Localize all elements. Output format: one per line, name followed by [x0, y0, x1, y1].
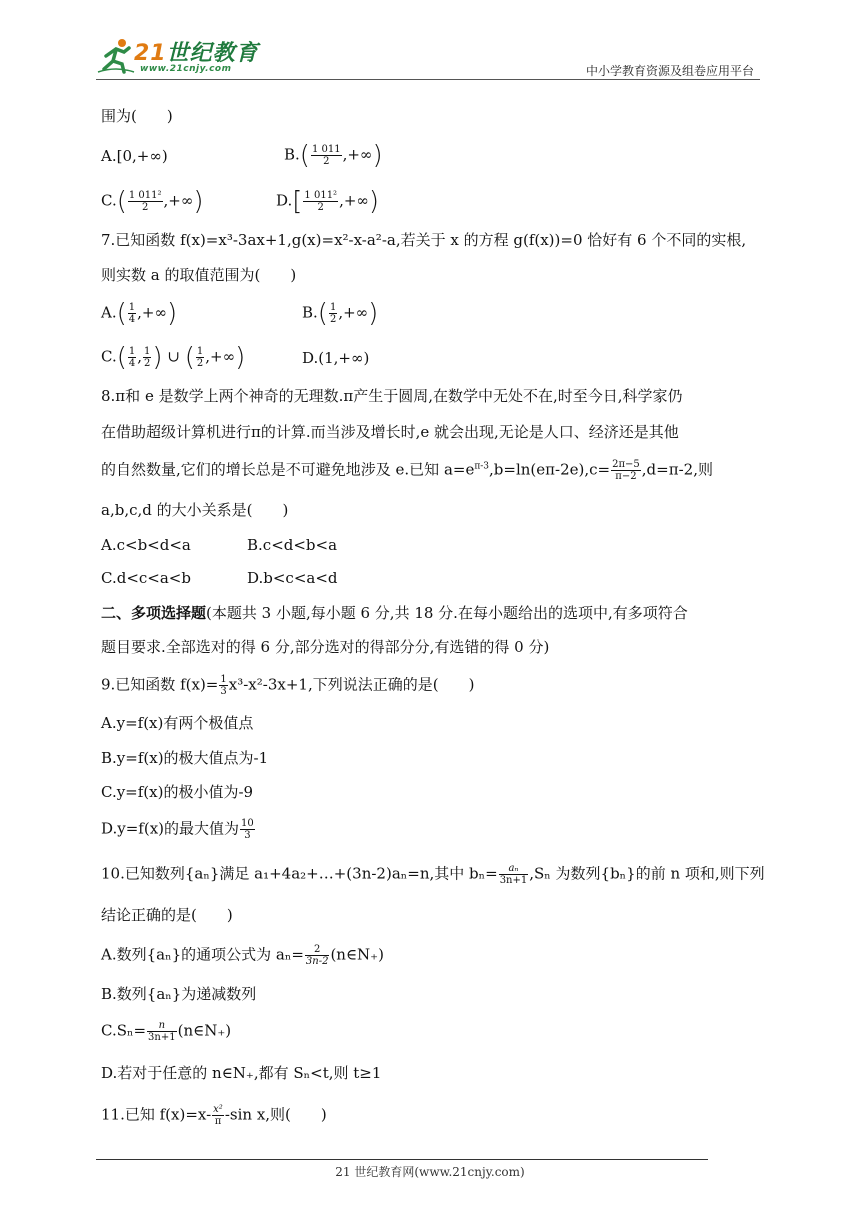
- q7-option-a: A.( $\frac{1}{4}$ ,+∞): [101, 298, 178, 329]
- q11-num: x²: [213, 1104, 223, 1115]
- q10-c-post: (n∈N₊): [177, 1021, 232, 1040]
- section2-line2: 题目要求.全部选对的得 6 分,部分选对的得部分分,有选错的得 0 分): [101, 638, 550, 656]
- q8-c-den: π−2: [615, 471, 637, 482]
- q6-option-a: A.[0,+∞): [101, 147, 168, 165]
- q9-stem: [101, 674, 474, 697]
- q7-b-post: ,+∞: [338, 303, 369, 322]
- q7-stem-line2: 则实数 a 的取值范围为( ): [101, 266, 297, 284]
- q6-d-num: 1 011²: [304, 190, 338, 201]
- q7-a-label: A.: [101, 303, 117, 322]
- q11-den: π: [214, 1116, 222, 1127]
- q6-b-fraction: [311, 144, 342, 167]
- q10-option-c: [101, 1020, 231, 1043]
- q6-c-fraction: [128, 190, 163, 213]
- q9-option-a: A.y=f(x)有两个极值点: [101, 714, 254, 732]
- q9-post: x³-x²-3x+1,下列说法正确的是( ): [228, 675, 475, 694]
- q9-f-num: 1: [220, 674, 227, 685]
- header-divider: [96, 79, 760, 80]
- q8-stem-line3: [101, 459, 713, 482]
- q9-option-d: [101, 818, 256, 841]
- logo-url: www.21cnjy.com: [140, 64, 232, 74]
- q10-b-num: aₙ: [499, 863, 529, 875]
- q7-option-d: D.(1,+∞): [302, 349, 370, 367]
- q8-c-num: 2π−5: [612, 459, 640, 470]
- q8-stem-line1: 8.π和 e 是数学上两个神奇的无理数.π产生于圆周,在数学中无处不在,时至今日,科学家仍: [101, 387, 683, 405]
- q6-b-label: B.: [284, 145, 300, 164]
- q10-c-pre: C.Sₙ=: [101, 1021, 147, 1040]
- q9-d-pre: D.y=f(x)的最大值为: [101, 819, 240, 838]
- q10-stem-line2: 结论正确的是( ): [101, 906, 233, 924]
- q10-a-num: 2: [305, 944, 330, 956]
- q7-c-num1: 1: [128, 346, 136, 357]
- q6-option-b: B.( $\frac{1 011}{2}$ ,+∞): [284, 140, 383, 171]
- q8-line3-post: ,d=π-2,则: [641, 460, 713, 479]
- q11-stem: [101, 1104, 327, 1127]
- q7-c-den3: 2: [196, 358, 204, 369]
- q6-d-post: ,+∞: [339, 191, 369, 210]
- q7-a-post: ,+∞: [137, 303, 167, 322]
- q10-pre: 10.已知数列{aₙ}满足 a₁+4a₂+…+(3n-2)aₙ=n,其中 bₙ=: [101, 864, 498, 883]
- footer-divider: [96, 1159, 708, 1160]
- q6-stem-tail: 围为( ): [101, 107, 173, 125]
- q8-stem-line2: 在借助超级计算机进行π的计算.而当涉及增长时,e 就会出现,无论是人口、经济还是其他: [101, 423, 679, 441]
- q8-option-d: D.b<c<a<d: [247, 569, 338, 587]
- q6-b-post: ,+∞: [342, 145, 373, 164]
- q7-a-num: 1: [128, 302, 136, 313]
- q8-line3-pre: 的自然数量,它们的增长总是不可避免地涉及 e.已知 a=e: [101, 460, 475, 479]
- q7-c-post: ,+∞: [205, 347, 236, 366]
- q11-post: -sin x,则( ): [224, 1105, 327, 1124]
- q6-option-c: C.( $\frac{\text{1 011²}}{2}$ ,+∞): [101, 186, 204, 217]
- page-header: [96, 36, 760, 80]
- q8-stem-line4: a,b,c,d 的大小关系是( ): [101, 501, 289, 519]
- q9-pre: 9.已知函数 f(x)=: [101, 675, 219, 694]
- runner-logo-icon: [96, 36, 136, 76]
- q8-line3-mid: ,b=ln(eπ-2e),c=: [489, 460, 611, 479]
- q7-stem-line1: 7.已知函数 f(x)=x³-3ax+1,g(x)=x²-x-a²-a,若关于 x 的方程 g(f(x))=0 恰好有 6 个不同的实根,: [101, 231, 747, 249]
- q10-post: ,Sₙ 为数列{bₙ}的前 n 项和,则下列: [529, 864, 765, 883]
- q9-option-c: C.y=f(x)的极小值为-9: [101, 783, 254, 801]
- q7-b-den: 2: [329, 314, 337, 325]
- q10-option-b: B.数列{aₙ}为递减数列: [101, 985, 257, 1003]
- q11-pre: 11.已知 f(x)=x-: [101, 1105, 212, 1124]
- section2-title: 二、多项选择题: [101, 604, 207, 622]
- q7-option-b: B.( $\frac{1}{2}$ ,+∞): [302, 298, 379, 329]
- q7-option-c: C.( $\frac{1}{4}$ , $\frac{1}{2}$ ) ∪ ( $\frac{1}{2}$ ,+∞): [101, 342, 246, 373]
- q10-a-post: (n∈N₊): [330, 945, 384, 964]
- section2-desc: (本题共 3 小题,每小题 6 分,共 18 分.在每小题给出的选项中,有多项符合: [206, 604, 688, 622]
- q7-b-num: 1: [329, 302, 337, 313]
- q6-b-num: 1 011: [311, 144, 341, 155]
- q8-option-a: A.c<b<d<a: [101, 536, 191, 554]
- q6-c-den: 2: [142, 202, 149, 213]
- q6-option-d: D.[ $\frac{\text{1 011²}}{2}$ ,+∞): [276, 186, 380, 217]
- page-footer: 21 世纪教育网(www.21cnjy.com): [335, 1165, 525, 1179]
- q6-c-label: C.: [101, 191, 117, 210]
- section2-line1: [101, 603, 688, 623]
- q7-c-union: ∪: [167, 347, 180, 366]
- q6-b-den: 2: [323, 156, 330, 167]
- q9-d-num: 10: [241, 818, 254, 829]
- q10-a-den: 3n-2: [305, 956, 329, 967]
- logo-title: 21世纪教育: [134, 41, 259, 66]
- q7-c-num3: 1: [196, 346, 204, 357]
- q7-c-label: C.: [101, 347, 117, 366]
- q6-d-label: D.: [276, 191, 293, 210]
- q9-d-den: 3: [244, 830, 251, 841]
- q10-stem-line1: [101, 863, 765, 886]
- platform-name: 中小学教育资源及组卷应用平台: [585, 64, 754, 78]
- q10-c-num: n: [147, 1020, 177, 1032]
- q6-d-den: 2: [317, 202, 324, 213]
- q9-f-den: 3: [220, 686, 227, 697]
- q7-c-den1: 4: [128, 358, 136, 369]
- q8-option-c: C.d<c<a<b: [101, 569, 191, 587]
- q8-exponent: π-3: [474, 461, 490, 472]
- site-logo: [96, 36, 276, 78]
- q10-a-pre: A.数列{aₙ}的通项公式为 aₙ=: [101, 945, 304, 964]
- q9-option-b: B.y=f(x)的极大值点为-1: [101, 749, 269, 767]
- q7-c-den2: 2: [144, 358, 151, 369]
- q10-option-d: D.若对于任意的 n∈N₊,都有 Sₙ<t,则 t≥1: [101, 1064, 382, 1082]
- q7-b-label: B.: [302, 303, 318, 322]
- q7-a-den: 4: [128, 314, 136, 325]
- q10-option-a: [101, 944, 384, 967]
- q8-option-b: B.c<d<b<a: [247, 536, 338, 554]
- q7-c-num2: 1: [144, 346, 151, 357]
- q6-c-num: 1 011²: [128, 190, 162, 201]
- q10-c-den: 3n+1: [148, 1032, 176, 1043]
- q6-d-fraction: [303, 190, 338, 213]
- q6-c-post: ,+∞: [163, 191, 194, 210]
- q10-b-den: 3n+1: [499, 875, 528, 886]
